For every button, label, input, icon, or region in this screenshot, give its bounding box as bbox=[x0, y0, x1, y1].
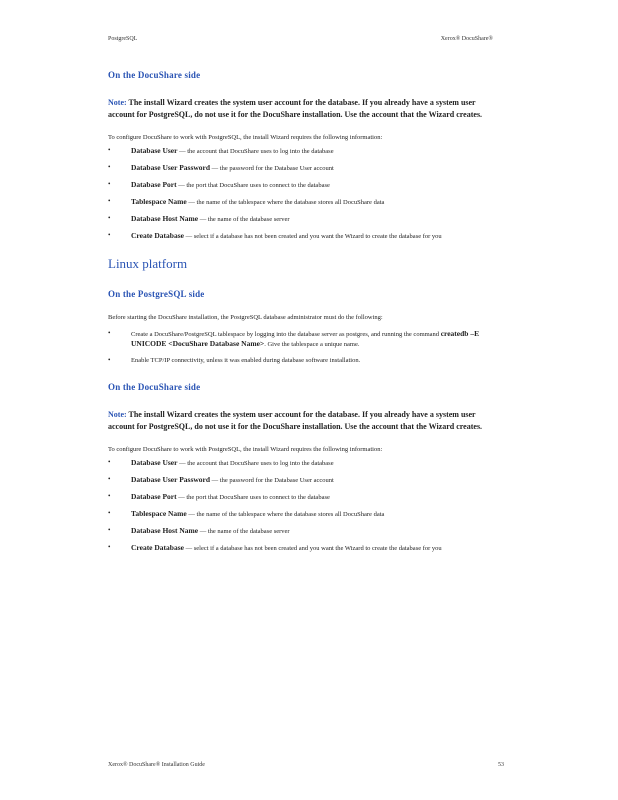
page-number: 53 bbox=[498, 762, 504, 768]
list-item: • Database Host Name — the name of the database server bbox=[108, 214, 504, 224]
list-item: • Create Database — select if a database has not been created and you want the Wizard to create the database for you bbox=[108, 543, 504, 553]
list-item: • Database User — the account that DocuShare uses to log into the database bbox=[108, 458, 504, 468]
intro-paragraph-1: To configure DocuShare to work with PostgreSQL, the install Wizard requires the following information: bbox=[108, 134, 383, 141]
note-2 bbox=[108, 409, 504, 433]
list-item: • Database Port — the port that DocuShare uses to connect to the database bbox=[108, 180, 504, 190]
running-header-left: PostgreSQL bbox=[108, 36, 138, 42]
list-item: • Enable TCP/IP connectivity, unless it was enabled during database software installation. bbox=[108, 356, 504, 365]
running-header-right: Xerox® DocuShare® bbox=[440, 36, 493, 42]
note-label: Note: bbox=[108, 410, 127, 419]
note-label: Note: bbox=[108, 98, 127, 107]
list-item: • Tablespace Name — the name of the tablespace where the database stores all DocuShare data bbox=[108, 509, 504, 519]
list-item: • Database Port — the port that DocuShare uses to connect to the database bbox=[108, 492, 504, 502]
section-heading-postgresql: On the PostgreSQL side bbox=[108, 289, 205, 299]
list-item: • Database Host Name — the name of the database server bbox=[108, 526, 504, 536]
intro-paragraph-postgresql: Before starting the DocuShare installation, the PostgreSQL database administrator must do the following: bbox=[108, 314, 383, 321]
requirements-list-2 bbox=[108, 458, 504, 553]
list-item: • Create a DocuShare/PostgreSQL tablespace by logging into the database server as postgres, and running the command createdb –E UNICODE <DocuShare Database Name>. Give the tablespace a unique name. bbox=[108, 329, 504, 349]
section-heading-docushare-2: On the DocuShare side bbox=[108, 382, 201, 392]
note-text: The install Wizard creates the system user account for the database. If you already have a system user account for PostgreSQL, do not use it for the DocuShare installation. Use the account that the Wizard creates. bbox=[108, 98, 483, 119]
note-text: The install Wizard creates the system user account for the database. If you already have a system user account for PostgreSQL, do not use it for the DocuShare installation. Use the account that the Wizard creates. bbox=[108, 410, 483, 431]
note-1 bbox=[108, 97, 504, 121]
intro-paragraph-2: To configure DocuShare to work with PostgreSQL, the install Wizard requires the following information: bbox=[108, 446, 383, 453]
page-content bbox=[108, 70, 504, 553]
running-footer-title: Xerox® DocuShare® Installation Guide bbox=[108, 762, 205, 768]
list-item: • Database User — the account that DocuShare uses to log into the database bbox=[108, 146, 504, 156]
list-item: • Tablespace Name — the name of the tablespace where the database stores all DocuShare data bbox=[108, 197, 504, 207]
list-item: • Database User Password — the password for the Database User account bbox=[108, 475, 504, 485]
list-item: • Database User Password — the password for the Database User account bbox=[108, 163, 504, 173]
section-heading-docushare-1: On the DocuShare side bbox=[108, 70, 201, 80]
requirements-list-1 bbox=[108, 146, 504, 241]
linux-platform-title: Linux platform bbox=[108, 256, 188, 271]
list-item: • Create Database — select if a database has not been created and you want the Wizard to create the database for you bbox=[108, 231, 504, 241]
postgresql-steps-list bbox=[108, 329, 504, 365]
